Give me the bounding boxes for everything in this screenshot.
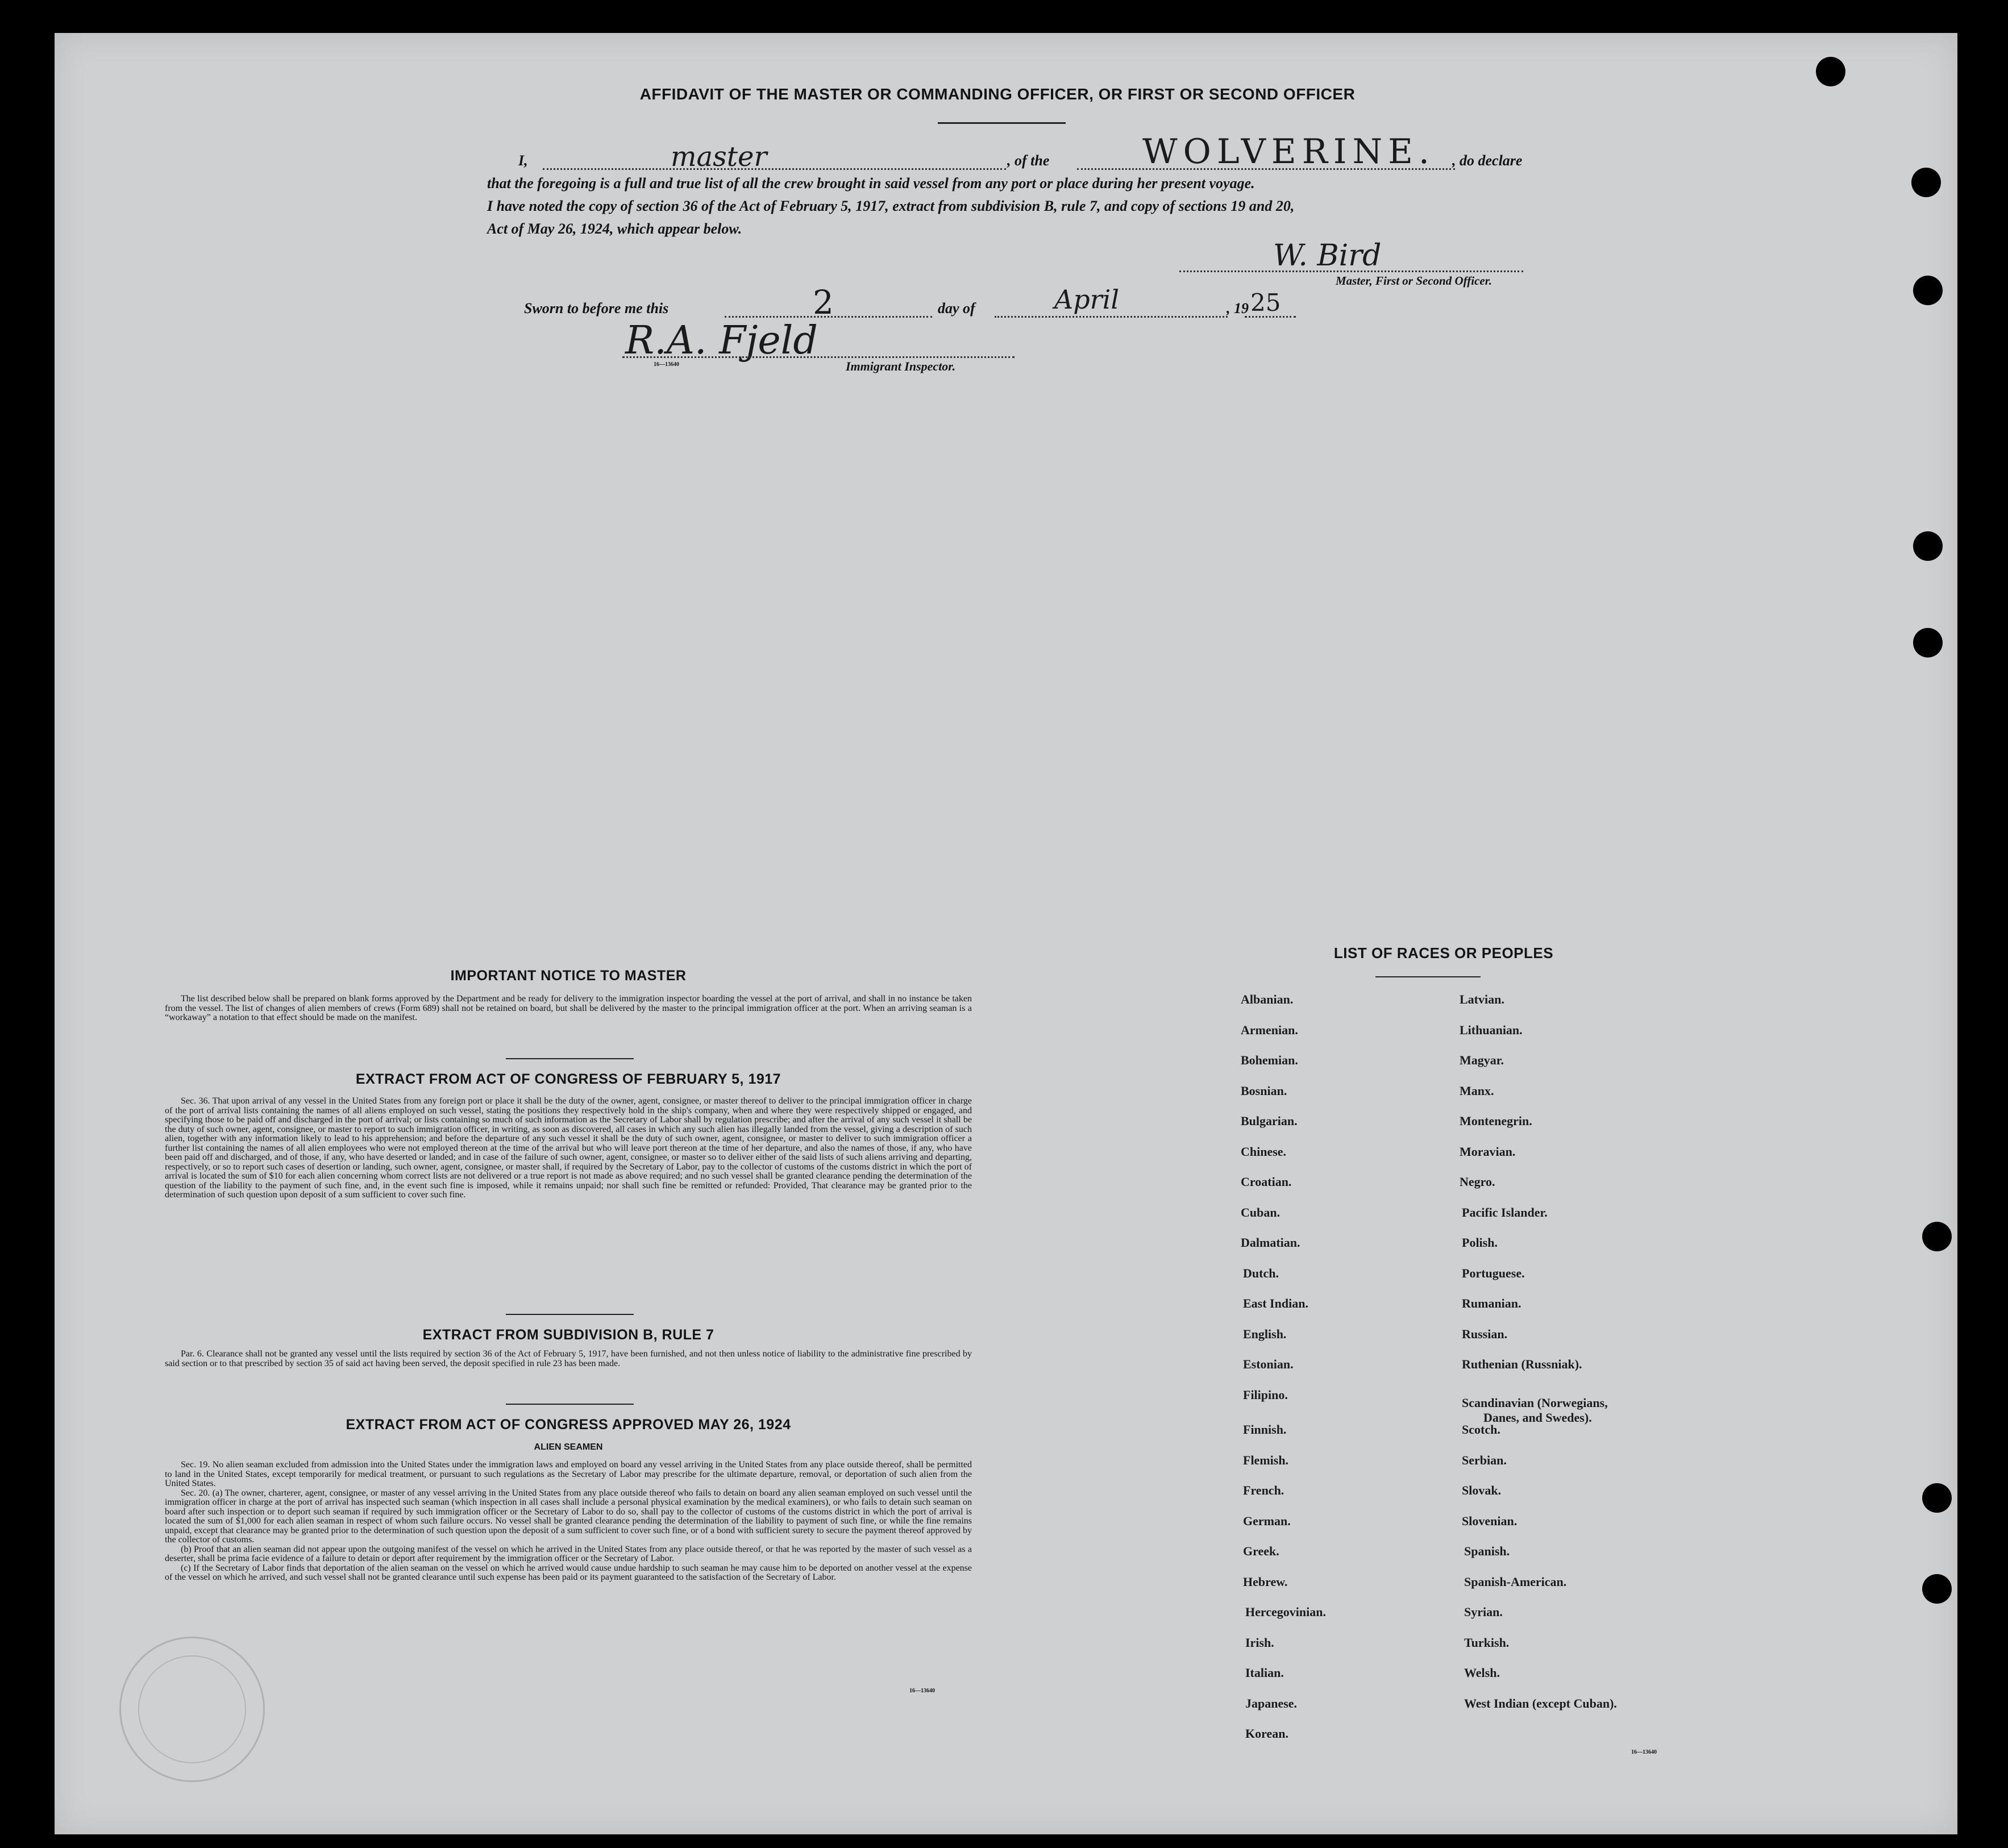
race-item: Montenegrin. [1460, 1114, 1532, 1128]
race-item: Slovak. [1462, 1483, 1502, 1497]
extract-1924-body [165, 1460, 972, 1583]
title-rule [938, 122, 1066, 124]
notice-text: The list described below shall be prepared on blank forms approved by the Department and be ready for delivery to the immigration inspector boarding the vessel at the port of arrival, and shall in no instance be taken from the vessel. The list of changes of alien members of crews (Form 689) shall not be retained on board, but shall be delivered by the master to the principal immigration officer at the port. When an arriving seaman is a “workaway” a notation to that effect should be made on the manifest. [165, 994, 972, 1022]
inspector-signature: R.A. Fjeld [625, 318, 818, 363]
alien-seamen-subtitle: ALIEN SEAMEN [534, 1442, 603, 1452]
race-item: Scotch. [1462, 1422, 1500, 1437]
race-item: Cuban. [1241, 1205, 1281, 1219]
race-item: Hercegovinian. [1245, 1605, 1326, 1619]
par-6-text: Par. 6. Clearance shall not be granted any vessel until the lists required by section 36 of the Act of February 5, 1917, have been furnished, and not then unless notice of liability to the administrative fine prescribed by said section or to that prescribed by section 35 of said act having been served, the deposit specified in rule 23 has been made. [165, 1349, 972, 1368]
race-item: Latvian. [1460, 992, 1504, 1006]
race-item: Bohemian. [1241, 1053, 1298, 1067]
officer-caption: Master, First or Second Officer. [1336, 274, 1492, 288]
sec-20a-text: Sec. 20. (a) The owner, charterer, agent, consignee, or master of any vessel arriving in the United States from any place outside thereof who fails to detain on board any alien seaman employed on such vessel until the immigration officer in charge at the port of arrival has inspected such seaman (which inspection in all cases shall include a personal physical examination by the medical examiners), or who fails to detain such seaman on board after such inspection or to deport such seaman if required by such immigration officer or the Secretary of Labor to do so, shall pay to the collector of customs of the customs district in which the port of arrival is located the sum of $1,000 for each alien seaman in respect of whom such failure occurs. No vessel shall be granted clearance pending the determination of the liability to payment of such fine, or while the fine remains unpaid, except that clearance may be granted prior to the determination of such question upon the deposit of a sum sufficient to cover such fine, or of a bond with sufficient surety to secure the payment thereof approved by the collector of customs. [165, 1488, 972, 1545]
race-item: Syrian. [1464, 1605, 1503, 1619]
race-item: Chinese. [1241, 1144, 1287, 1159]
race-item: Dalmatian. [1241, 1235, 1300, 1250]
race-item: Spanish. [1464, 1544, 1510, 1558]
sworn-day-label: day of [938, 300, 975, 317]
punch-hole [1922, 1222, 1952, 1251]
race-item: Polish. [1462, 1235, 1498, 1250]
race-item: Italian. [1245, 1666, 1284, 1680]
affidavit-line4: Act of May 26, 1924, which appear below. [487, 220, 742, 237]
extract-1917-title: EXTRACT FROM ACT OF CONGRESS OF FEBRUARY 5, 1917 [355, 1071, 781, 1087]
sworn-month-blank [995, 316, 1228, 318]
sec-20c-text: (c) If the Secretary of Labor finds that deportation of the alien seaman on the vessel on which he arrived would cause undue hardship to such seaman he may cause him to be deported on another vessel at the expense of the vessel on which he arrived, and such vessel shall not be granted clearance until such expense has been paid or its payment guaranteed to the satisfaction of the Secretary of Labor. [165, 1563, 972, 1582]
declarant-handwritten: master [671, 141, 767, 173]
affidavit-line3: I have noted the copy of section 36 of the Act of February 5, 1917, extract from subdivision B, rule 7, and copy of sections 19 and 20, [487, 198, 1295, 214]
affidavit-line2: that the foregoing is a full and true list of all the crew brought in said vessel from any port or place during her present voyage. [487, 175, 1255, 192]
race-item: Filipino. [1243, 1387, 1288, 1402]
divider [506, 1058, 634, 1059]
notice-body [165, 994, 972, 1023]
race-item: Albanian. [1241, 992, 1294, 1006]
race-item: Negro. [1460, 1175, 1495, 1189]
inspector-signature-line [622, 356, 1015, 358]
race-item: Portuguese. [1462, 1266, 1525, 1280]
race-item: French. [1243, 1483, 1284, 1497]
punch-hole [1911, 168, 1941, 197]
extract-1924-title: EXTRACT FROM ACT OF CONGRESS APPROVED MAY 26, 1924 [346, 1417, 791, 1433]
officer-signature-line [1179, 270, 1523, 272]
race-item: English. [1243, 1326, 1287, 1341]
sec-20b-text: (b) Proof that an alien seaman did not appear upon the outgoing manifest of the vessel on which he arrived in the United States from any place outside thereof, or that he was reported by the master of such vessel as a deserter, shall be prima facie evidence of a failure to detain or deport after requirement by the immigration officer or the Secretary of Labor. [165, 1544, 972, 1563]
race-item: Rumanian. [1462, 1296, 1521, 1310]
affidavit-line1-mid: , of the [1007, 152, 1050, 169]
rule7-title: EXTRACT FROM SUBDIVISION B, RULE 7 [422, 1327, 714, 1343]
race-item: Greek. [1243, 1544, 1279, 1558]
form-number-bottom-left: 16—13640 [909, 1688, 935, 1694]
race-item: Manx. [1460, 1083, 1494, 1098]
punch-hole [1816, 57, 1845, 86]
race-item: Irish. [1245, 1635, 1274, 1650]
rule7-body [165, 1350, 972, 1368]
vessel-handwritten: WOLVERINE. [1142, 132, 1435, 172]
sworn-year-handwritten: 25 [1250, 289, 1281, 317]
race-item: Ruthenian (Russniak). [1462, 1357, 1582, 1371]
race-item: Moravian. [1460, 1144, 1516, 1159]
punch-hole [1913, 628, 1943, 657]
race-item: German. [1243, 1513, 1291, 1528]
form-number-top: 16—13640 [654, 361, 679, 368]
race-item: Flemish. [1243, 1452, 1289, 1467]
punch-hole [1913, 276, 1943, 305]
race-item: Magyar. [1460, 1053, 1504, 1067]
sworn-month-handwritten: April [1054, 284, 1120, 315]
extract-1917-body [165, 1097, 972, 1200]
race-item: Bosnian. [1241, 1083, 1287, 1098]
race-item: Korean. [1245, 1726, 1288, 1741]
race-item: Russian. [1462, 1326, 1508, 1341]
race-item: Scandinavian (Norwegians, [1462, 1395, 1608, 1410]
punch-hole [1913, 531, 1943, 561]
divider [506, 1404, 634, 1405]
race-item: Estonian. [1243, 1357, 1294, 1371]
race-item: Spanish-American. [1464, 1574, 1567, 1589]
race-item: Finnish. [1243, 1422, 1287, 1437]
race-item: West Indian (except Cuban). [1464, 1696, 1617, 1710]
sec-19-text: Sec. 19. No alien seaman excluded from admission into the United States under the immigration laws and employed on board any vessel arriving in the United States from any place outside thereof, shall be permitted to land in the United States, except temporarily for medical treatment, or pursuant to such regulations as the Secretary of Labor may prescribe for the ultimate departure, removal, or deportation of such alien from the United States. [165, 1460, 972, 1488]
race-item: Danes, and Swedes). [1483, 1410, 1592, 1425]
race-item: East Indian. [1243, 1296, 1308, 1310]
affidavit-line1-prefix: I, [518, 152, 528, 169]
notice-title: IMPORTANT NOTICE TO MASTER [450, 968, 687, 984]
sworn-prefix: Sworn to before me this [524, 300, 669, 317]
race-item: Armenian. [1241, 1022, 1298, 1037]
races-title: LIST OF RACES OR PEOPLES [1333, 944, 1554, 962]
sworn-day-handwritten: 2 [813, 283, 834, 322]
races-title-rule [1375, 976, 1481, 977]
inspector-caption: Immigrant Inspector. [846, 359, 956, 373]
race-item: Lithuanian. [1460, 1022, 1523, 1037]
race-item: Pacific Islander. [1462, 1205, 1548, 1219]
race-item: Serbian. [1462, 1452, 1507, 1467]
race-item: Slovenian. [1462, 1513, 1518, 1528]
officer-signature: W. Bird [1273, 239, 1382, 273]
declarant-blank [543, 168, 1006, 170]
sworn-year-blank [1245, 316, 1296, 318]
embossed-seal [119, 1637, 265, 1782]
race-item: Japanese. [1245, 1696, 1298, 1710]
divider [506, 1314, 634, 1315]
sec-36-text: Sec. 36. That upon arrival of any vessel in the United States from any foreign port or place it shall be the duty of the owner, agent, consignee, or master thereof to deliver to the principal immigration officer in charge of the port of arrival lists containing the names of all aliens employed on such vessel, stating the positions they respectively hold in the ship's company, when and where they were respectively shipped or engaged, and specifying those to be paid off and discharged in the port of arrival; or lists containing so much of such information as the Secretary of Labor shall by regulation prescribe; and after the arrival of any such vessel it shall be the duty of such owner, agent, consignee, or master to report to such immigration officer, in writing, as soon as discovered, all cases in which any such alien has illegally landed from the vessel, giving a description of such alien, together with any information likely to lead to his apprehension; and before the departure of any such vessel it shall be the duty of such owner, agent, consignee, or master to deliver to such immigration officer a further list containing the names of all alien employees who were not employed thereon at the time of the arrival but who will leave port thereon at the time of her departure, and also the names of those, if any, who have been paid off and discharged, and of those, if any, who have deserted or landed; and in case of the failure of such owner, agent, consignee, or master so to deliver either of the said lists of such aliens arriving and departing, respectively, or so to report such cases of desertion or landing, such owner, agent, consignee, or master shall, if required by the Secretary of Labor, pay to the collector of customs of the customs district in which the port of arrival is located the sum of $10 for each alien concerning whom correct lists are not delivered or a true report is not made as above required; and no such vessel shall be granted clearance pending the determination of the question of the liability to the payment of such fine, and, in the event such fine is imposed, while it remains unpaid; nor shall such fine be remitted or refunded: Provided, That clearance may be granted prior to the determination of such question upon deposit of a sum sufficient to cover such fine. [165, 1096, 972, 1200]
race-item: Dutch. [1243, 1266, 1279, 1280]
punch-hole [1922, 1574, 1952, 1604]
race-item: Hebrew. [1243, 1574, 1288, 1589]
form-number-bottom-right: 16—13640 [1631, 1749, 1657, 1755]
affidavit-title: AFFIDAVIT OF THE MASTER OR COMMANDING OFFICER, OR FIRST OR SECOND OFFICER [639, 85, 1356, 103]
race-item: Welsh. [1464, 1666, 1500, 1680]
affidavit-line1-suffix: , do declare [1452, 152, 1523, 169]
race-item: Bulgarian. [1241, 1114, 1298, 1128]
punch-hole [1922, 1483, 1952, 1513]
sworn-year-printed: , 19 [1227, 300, 1249, 317]
race-item: Croatian. [1241, 1175, 1292, 1189]
race-item: Turkish. [1464, 1635, 1510, 1650]
